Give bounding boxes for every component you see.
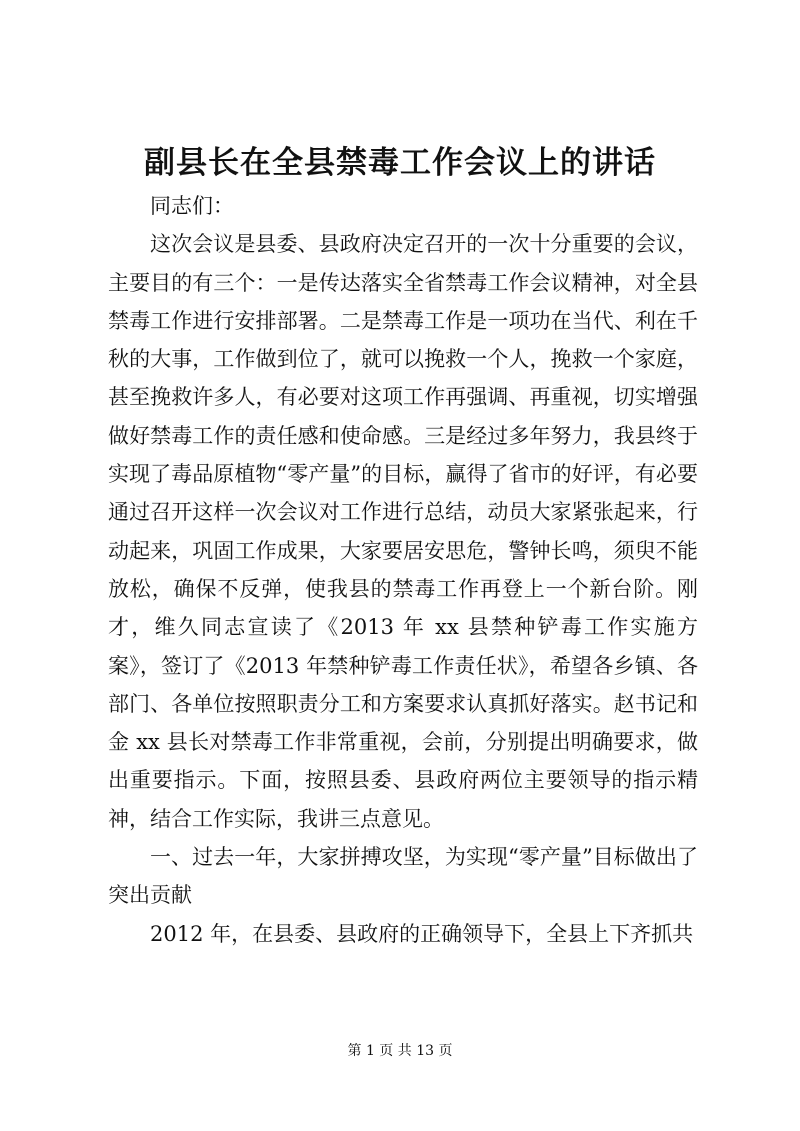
section-heading: 一、过去一年，大家拼搏攻坚，为实现“零产量”目标做出了突出贡献	[108, 845, 698, 908]
document-body	[108, 187, 698, 953]
body-paragraph: 2012 年，在县委、县政府的正确领导下，全县上下齐抓共	[150, 921, 694, 946]
page-footer: 第 1 页 共 13 页	[347, 1043, 453, 1059]
intro-paragraph: 这次会议是县委、县政府决定召开的一次十分重要的会议，主要目的有三个：一是传达落实全省禁毒工作会议精神，对全县禁毒工作进行安排部署。二是禁毒工作是一项功在当代、利在千秋的大事，工作做到位了，就可以挽救一个人，挽救一个家庭，甚至挽救许多人，有必要对这项工作再强调、再重视，切实增强做好禁毒工作的责任感和使命感。三是经过多年努力，我县终于实现了毒品原植物“零产量”的目标，赢得了省市的好评，有必要通过召开这样一次会议对工作进行总结，动员大家紧张起来，行动起来，巩固工作成果，大家要居安思危，警钟长鸣，须臾不能放松，确保不反弹，使我县的禁毒工作再登上一个新台阶。刚才，维久同志宣读了《2013 年 xx 县禁种铲毒工作实施方案》，签订了《2013 年禁种铲毒工作责任状》，希望各乡镇、各部门、各单位按照职责分工和方案要求认真抓好落实。赵书记和金 xx 县长对禁毒工作非常重视，会前，分别提出明确要求，做出重要指示。下面，按照县委、县政府两位主要领导的指示精神，结合工作实际，我讲三点意见。	[108, 232, 698, 831]
document-title: 副县长在全县禁毒工作会议上的讲话	[144, 145, 656, 181]
salutation-paragraph: 同志们：	[150, 194, 234, 218]
